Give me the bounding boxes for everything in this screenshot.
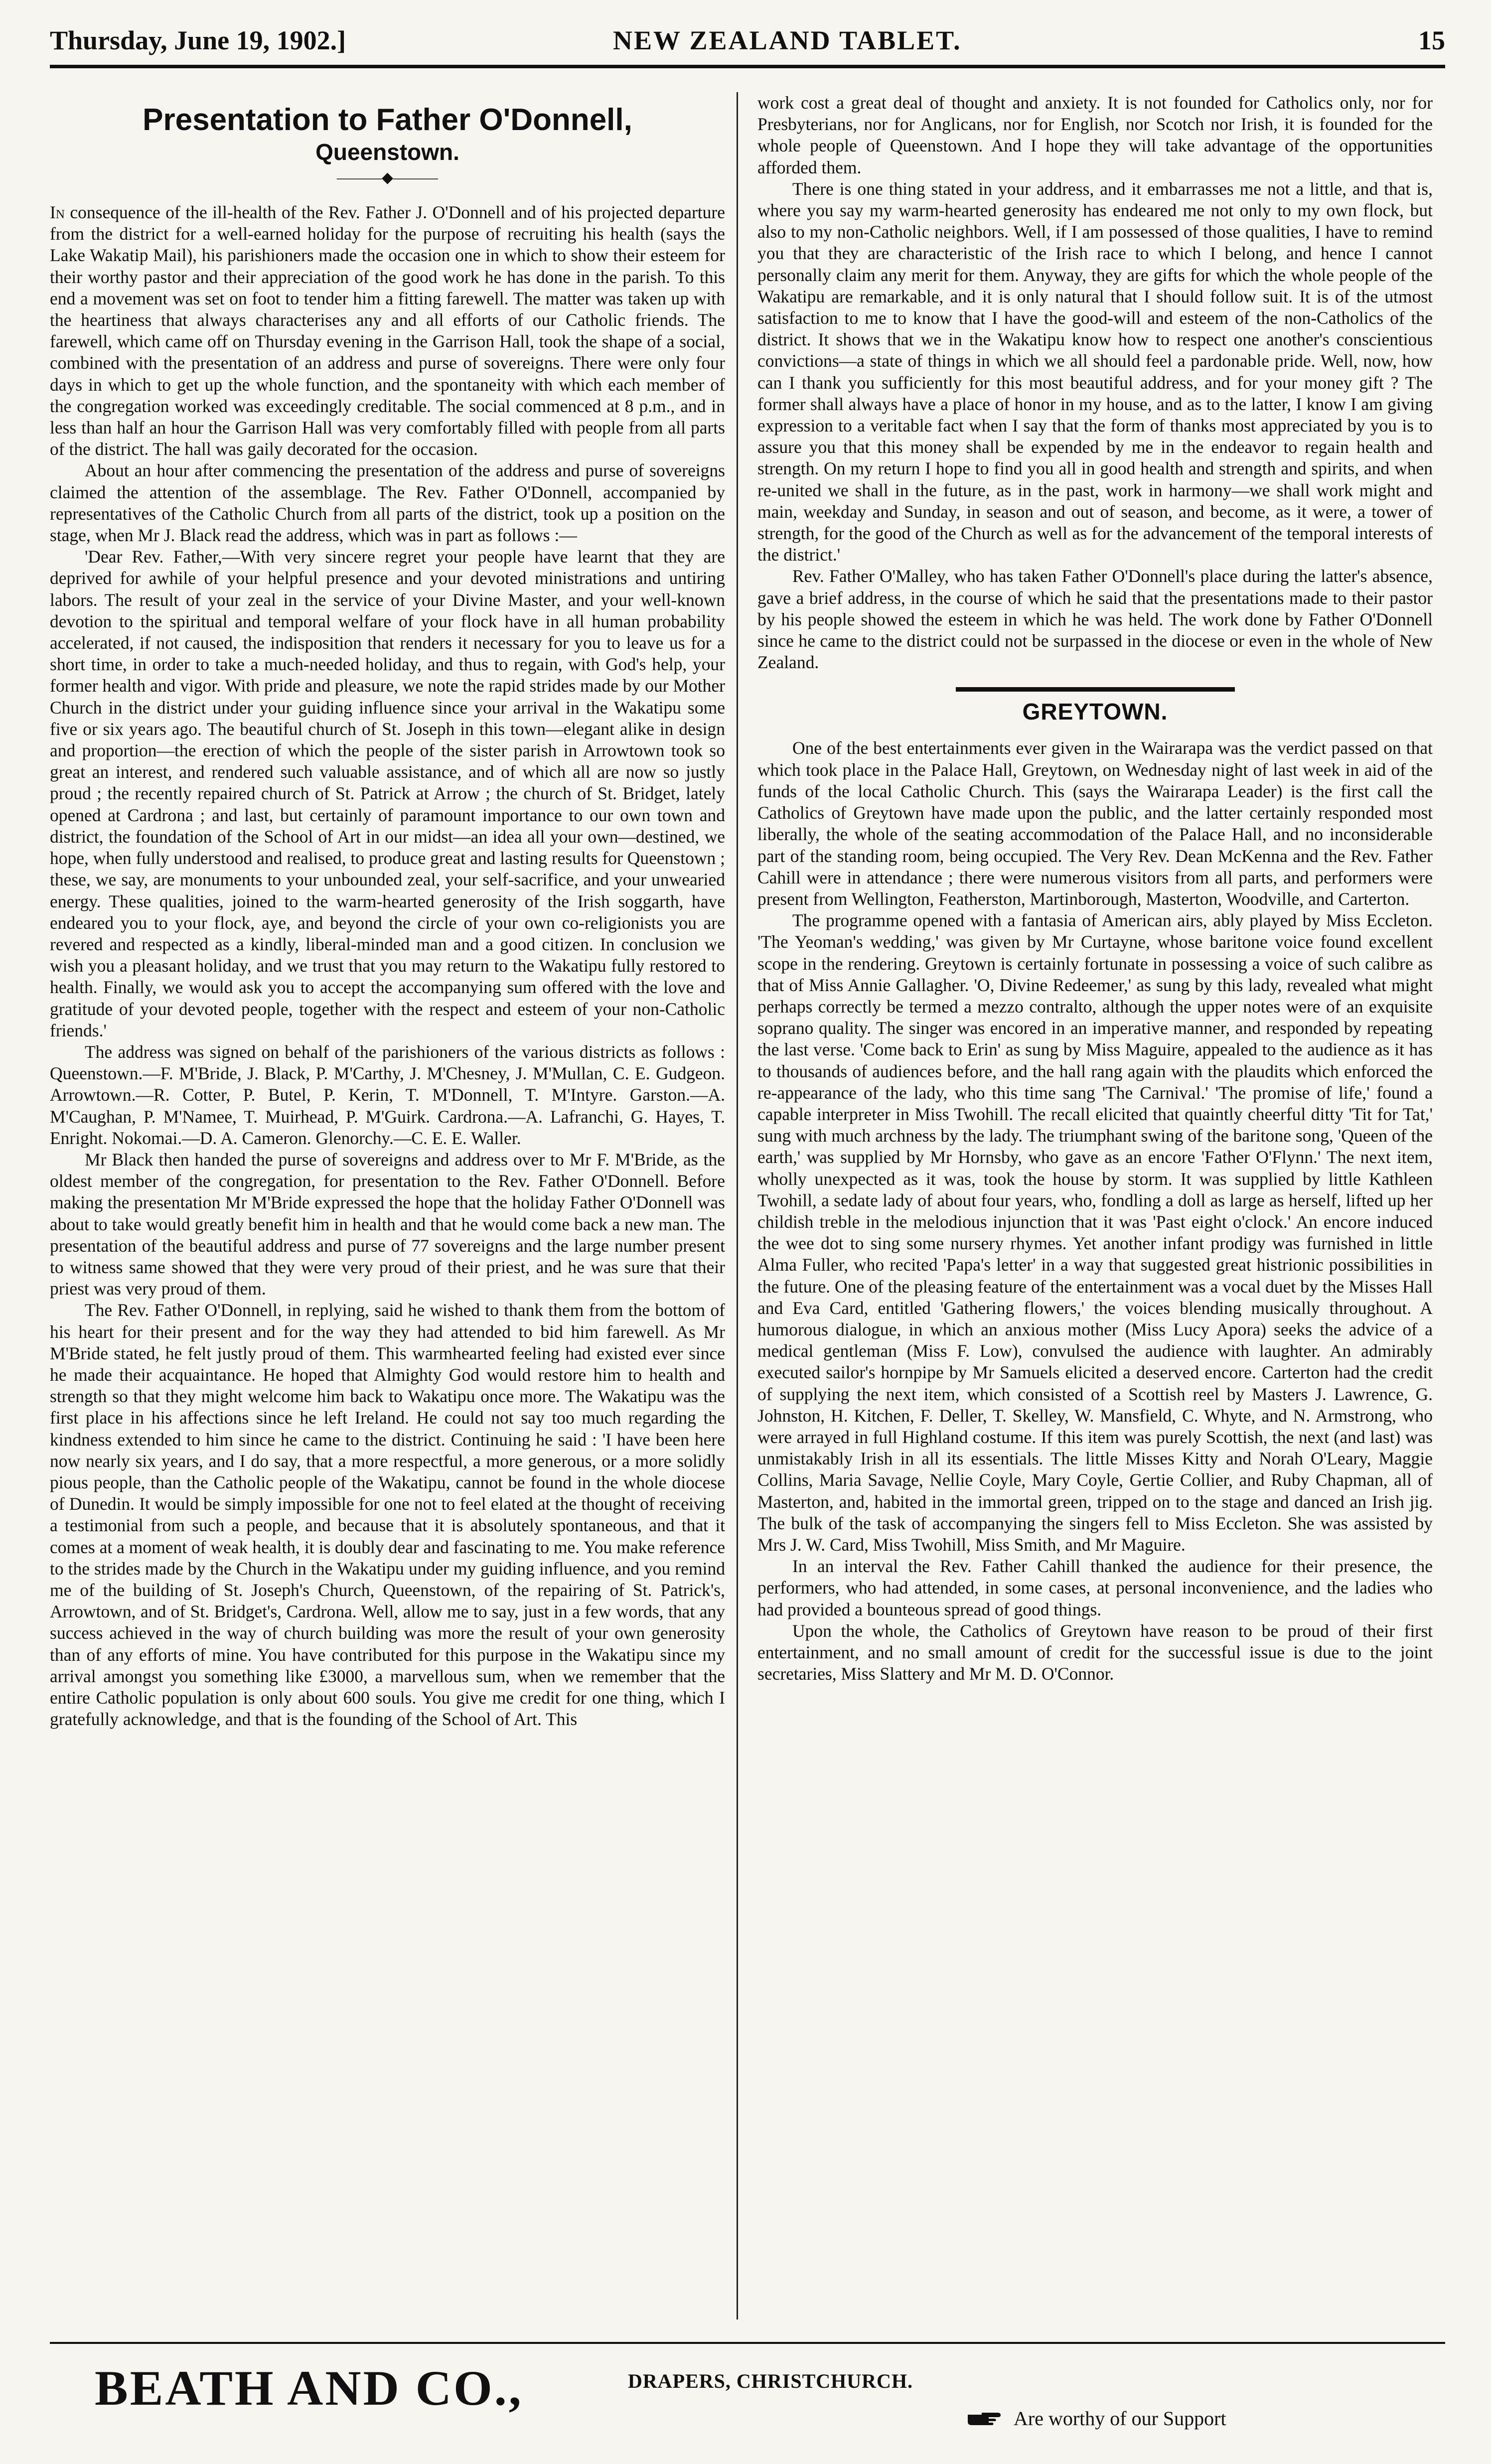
article-paragraph: work cost a great deal of thought and anxiety. It is not founded for Catholics only, nor for Presbyterians, nor for Anglicans, nor for English, nor Scotch nor Irish, it is founded for the whole people of Queenstown. And I hope they will take advantage of the opportunities afforded them. [757,93,1433,177]
article-subtitle: Queenstown. [315,139,459,165]
right-column [757,92,1433,2319]
article-paragraph: 'Dear Rev. Father,—With very sincere regret your people have learnt that they are deprived for awhile of your helpful presence and your devoted ministrations and untiring labors. The result of your zeal in the service of your Divine Master, and your well-known devotion to the spiritual and temporal welfare of your flock have in all human probability accelerated, if not caused, the indisposition that renders it necessary for you to leave us for a short time, in order to take a much-needed holiday, and thus to regain, with God's help, your former health and vigor. With pride and pleasure, we note the rapid strides made by our Mother Church in the district under your guiding influence since your arrival in the Wakatipu some five or six years ago. The beautiful church of St. Joseph in this town—elegant alike in design and proportion—the erection of which the people of the sister parish in Arrowtown took so great an interest, and rendered such valuable assistance, and of which all are now so justly proud ; the recently repaired church of St. Patrick at Arrow ; the church of St. Bridget, lately opened at Cardrona ; and last, but certainly of paramount importance to our own town and district, the foundation of the School of Art in our midst—an idea all your own—destined, we hope, when fully understood and realised, to produce great and lasting results for Queenstown ; these, we say, are monuments to your unbounded zeal, your self-sacrifice, and your unwearied energy. These qualities, joined to the warm-hearted generosity of the Irish soggarth, have endeared you to your flock, aye, and beyond the circle of your own co-religionists you are revered and respected as a kindly, liberal-minded man and a good citizen. In conclusion we wish you a pleasant holiday, and we trust that you may return to the Wakatipu fully restored to health. Finally, we would ask you to accept the accompanying sum offered with the love and gratitude of your devoted people, together with the respect and esteem of your non-Catholic friends.' [50,547,725,1040]
masthead-title: NEW ZEALAND TABLET. [613,25,962,55]
advert-support [967,2407,1226,2433]
footer-rule [50,2342,1445,2344]
page-header [50,20,1445,68]
article-paragraph: Mr Black then handed the purse of sovereigns and address over to Mr F. M'Bride, as the oldest member of the congregation, for presentation to the Rev. Father O'Donnell. Before making the presentation Mr M'Bride expressed the hope that the holiday Father O'Donnell was about to take would greatly benefit him in health and that he would come back a new man. The presentation of the beautiful address and purse of 77 sovereigns and the large number present to witness same showed that they were very proud of their priest, and he was sure that their priest was very proud of them. [50,1149,725,1299]
pointing-hand-icon [967,2409,1002,2433]
support-text: Are worthy of our Support [1014,2407,1226,2430]
article-paragraph: There is one thing stated in your address, and it embarrasses me not a little, and that is, where you say my warm-hearted generosity has endeared me not only to my own flock, but also to my non-Catholic neighbors. Well, if I am possessed of those qualities, I have to remind you that they are characteristic of the Irish race to which I belong, and hence I cannot personally claim any merit for them. Anyway, they are gifts for which the whole people of the Wakatipu are remarkable, and it is only natural that I should follow suit. It is of the utmost satisfaction to me to know that I have the good-will and esteem of the non-Catholics of the district. It shows that we in the Wakatipu know how to respect one another's conscientious convictions—a state of things in which we all should feel a pardonable pride. Well, now, how can I thank you sufficiently for this most beautiful address, and for your money gift ? The former shall always have a place of honor in my house, and as to the latter, I know I am giving expression to a veritable fact when I say that the form of thanks most appreciated by you is to assure you that this money shall be expended by me in the endeavor to regain health and strength. On my return I hope to find you all in good health and strength and spirits, and when re-united we shall in the future, as in the past, work in harmony—we shall work might and main, weekday and Sunday, in season and out of season, and become, as it were, a tower of strength, for the good of the Church as well as for the advancement of the temporal interests of the district.' [757,178,1433,565]
issue-date: Thursday, June 19, 1902.] [50,25,346,55]
section-title: GREYTOWN. [1022,699,1168,725]
article-body [50,202,725,1730]
article-paragraph: The address was signed on behalf of the parishioners of the various districts as follows : Queenstown.—F. M'Bride, J. Black, P. M'Carthy, J. M'Chesney, J. M'Mullan, C. E. Gudgeon. Arrowtown.—R. Cotter, P. Butel, P. Kerin, T. M'Donnell, T. M'Intyre. Garston.—A. M'Caughan, P. M'Namee, T. Muirhead, P. M'Guirk. Cardrona.—A. Lafranchi, G. Hayes, T. Enright. Nokomai.—D. A. Cameron. Glenorchy.—C. E. E. Waller. [50,1041,725,1148]
left-column [50,92,725,2319]
article-continued [757,92,1433,673]
article-paragraph: The programme opened with a fantasia of American airs, ably played by Miss Eccleton. 'The Yeoman's wedding,' was given by Mr Curtayne, whose baritone voice found excellent scope in the rendering. Greytown is certainly fortunate in possessing a voice of such calibre as that of Miss Annie Gallagher. 'O, Divine Redeemer,' as sung by this lady, revealed what might perhaps correctly be termed a mezzo contralto, although the upper notes were of an exquisite soprano quality. The singer was encored in an imperative manner, and responded by repeating the last verse. 'Come back to Erin' as sung by Miss Maguire, appealed to the audience as it has to thousands of audiences before, and the hall rang again with the plaudits which enforced the re-appearance of the lady, who this time sang 'The Carnival.' 'The promise of life,' found a capable interpreter in Miss Twohill. The recall elicited that quaintly cheerful ditty 'Tit for Tat,' sung with much archness by the lady. The triumphant swing of the baritone song, 'Queen of the earth,' was supplied by Mr Hornsby, who gave as an encore 'Father O'Flynn.' The next item, wholly unexpected as it was, took the house by storm. It was supplied by little Kathleen Twohill, a sedate lady of about four years, who, fondling a doll as large as herself, lifted up her childish treble in the melodious injunction that it was 'Past eight o'clock.' An encore induced the wee dot to sing some nursery rhymes. Yet another infant prodigy was furnished in little Alma Fuller, who recited 'Papa's letter' in a way that suggested great histrionic possibilities in the future. One of the pleasing feature of the entertainment was a vocal duet by the Misses Hall and Eva Card, entitled 'Gathering flowers,' the voices blending musically throughout. A humorous dialogue, in which an anxious mother (Miss Lucy Apora) seeks the advice of a medical gentleman (Miss F. Low), convulsed the audience with laughter. An admirably executed sailor's hornpipe by Mr Samuels elicited a deserved encore. Carterton had the credit of supplying the next item, which consisted of a Scottish reel by Masters J. Lawrence, G. Johnston, H. Kitchen, F. Deller, T. Skelley, W. Mansfield, C. Whyte, and N. Armstrong, who were arrayed in full Highland costume. If this item was purely Scottish, the next (and last) was unmistakably Irish in all its essentials. The little Misses Kitty and Norah O'Leary, Maggie Collins, Maria Savage, Nellie Coyle, Mary Coyle, Gertie Collier, and Ruby Chapman, all of Masterton, and, habited in the immortal green, tripped on to the stage and danced an Irish jig. The bulk of the task of accompanying the singers fell to Miss Eccleton. She was assisted by Mrs J. W. Card, Miss Twohill, Miss Smith, and Mr Maguire. [757,910,1433,1555]
advert-brand: BEATH AND CO., [95,2360,523,2416]
article-paragraph: About an hour after commencing the presentation of the address and purse of sovereigns claimed the attention of the assemblage. The Rev. Father O'Donnell, accompanied by representatives of the Catholic Church from all parts of the district, took up a position on the stage, when Mr J. Black read the address, which was in part as follows :— [50,460,725,546]
article-paragraph: Rev. Father O'Malley, who has taken Father O'Donnell's place during the latter's absence, gave a brief address, in the course of which he said that the presentations made to their pastor by his people showed the esteem in which he was held. The work done by Father O'Donnell since he came to the district could not be surpassed in the diocese or even in the whole of New Zealand. [757,566,1433,673]
article-paragraph [50,202,725,460]
article-paragraph: Upon the whole, the Catholics of Greytown have reason to be proud of their first entertainment, and no small amount of credit for the successful issue is due to the joint secretaries, Miss Slattery and Mr M. D. O'Connor. [757,1620,1433,1684]
column-divider [737,92,738,2319]
article-title: Presentation to Father O'Donnell, [143,103,632,137]
article-paragraph: The Rev. Father O'Donnell, in replying, said he wished to thank them from the bottom of his heart for their present and for the way they had attended to bid him farewell. As Mr M'Bride stated, he felt justly proud of them. This warmhearted feeling had existed ever since he made their acquaintance. He hoped that Almighty God would restore him to health and strength so that they might welcome him back to Wakatipu once more. The Wakatipu was the first place in his affections since he left Ireland. He could not say too much regarding the kindness extended to him since he came to the district. Continuing he said : 'I have been here now nearly six years, and I do say, that a more respectful, a more generous, or a more solidly pious people, than the Catholic people of the Wakatipu, cannot be found in the whole diocese of Dunedin. It would be simply impossible for one not to feel elated at the thought of receiving a testimonial from such a people, and because that it is absolutely spontaneous, and that it comes at a moment of weak health, it is doubly dear and fascinating to me. You make reference to the strides made by the Church in the Wakatipu under my guiding influence, and you remind me of the building of St. Joseph's Church, Queenstown, of the repairing of St. Patrick's, Arrowtown, and of St. Bridget's, Cardrona. Well, allow me to say, just in a few words, that any success achieved in the way of church building was more the result of your own generosity than of any efforts of mine. You have contributed for this purpose in the Wakatipu since my arrival amongst you something like £3000, a marvellous sum, when we remember that the entire Catholic population is only about 600 souls. You give me credit for one thing, which I gratefully acknowledge, and that is the founding of the School of Art. This [50,1300,725,1730]
article-paragraph: One of the best entertainments ever given in the Wairarapa was the verdict passed on that which took place in the Palace Hall, Greytown, on Wednesday night of last week in aid of the funds of the local Catholic Church. This (says the Wairarapa Leader) is the first call the Catholics of Greytown have made upon the public, and the latter certainly responded most liberally, the whole of the seating accommodation of the Palace Hall, and no inconsiderable part of the standing room, being occupied. The Very Rev. Dean McKenna and the Rev. Father Cahill were in attendance ; there were numerous visitors from all parts, and performers were present from Wellington, Featherston, Martinborough, Masterton, Woodville, and Carterton. [757,738,1433,909]
ornament-divider: ———◆——— [336,169,439,186]
greytown-body [757,737,1433,1685]
page-number: 15 [1418,25,1445,55]
section-rule [956,687,1235,692]
paragraph-text: consequence of the ill-health of the Rev. Father J. O'Donnell and of his projected departure from the district for a well-earned holiday for the purpose of recruiting his health (says the Lake Wakatip Mail), his parishioners made the occasion one in which to show their esteem for their worthy pastor and their appreciation of the good work he has done in the parish. To this end a movement was set on foot to tender him a fitting farewell. The matter was taken up with the heartiness that always characterises any and all efforts of our Catholic friends. The farewell, which came off on Thursday evening in the Garrison Hall, took the shape of a social, combined with the presentation of an address and purse of sovereigns. There were only four days in which to get up the whole function, and the spontaneity with which each member of the congregation worked was exceedingly creditable. The social commenced at 8 p.m., and in less than half an hour the Garrison Hall was very comfortably filled with people from all parts of the district. The hall was gaily decorated for the occasion. [50,202,725,459]
article-paragraph: In an interval the Rev. Father Cahill thanked the audience for their presence, the performers, who had attended, in some cases, at personal inconvenience, and the ladies who had provided a bounteous spread of good things. [757,1556,1433,1619]
advert-trade: DRAPERS, CHRISTCHURCH. [628,2370,913,2392]
lead-word: In [50,202,65,222]
